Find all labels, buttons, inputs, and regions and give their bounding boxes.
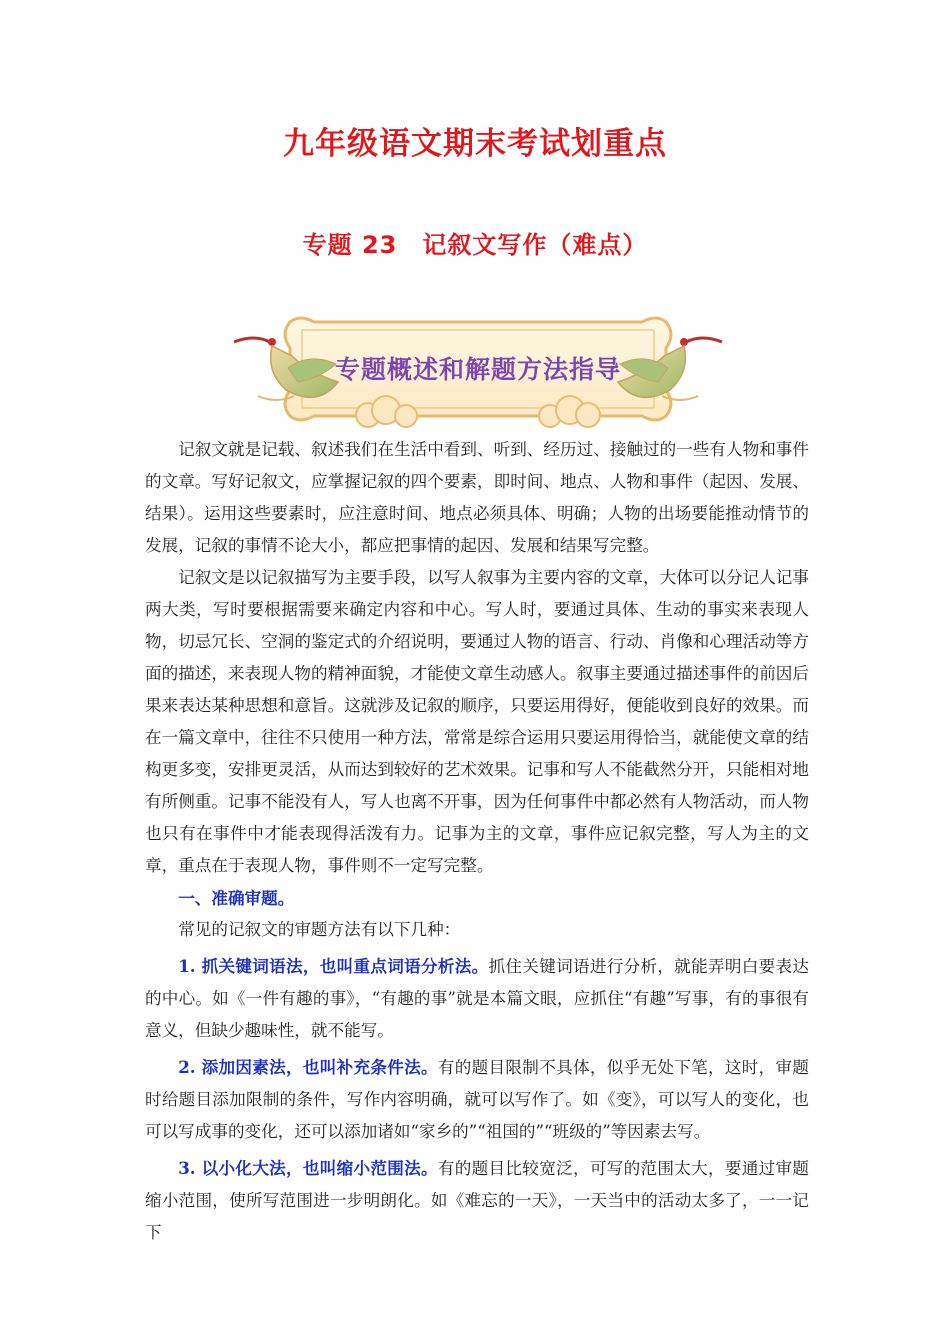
paragraph: 常见的记叙文的审题方法有以下几种： xyxy=(178,920,461,939)
method-label: 2. 添加因素法，也叫补充条件法。 xyxy=(178,1057,438,1077)
paragraph: 记叙文是以记叙描写为主要手段，以写人叙事为主要内容的文章，大体可以分记人记事两大类，写时要根据需要来确定内容和中心。写人时，要通过具体、生动的事实来表现人物，切忌冗长、空洞的鉴定式的介绍说明，要通过人物的语言、行动、肖像和心理活动等方面的描述，来表现人物的精神面貌，才能使文章生动感人。叙事主要通过描述事件的前因后果来表达某种思想和意旨。这就涉及记叙的顺序，只要运用得好，便能收到良好的效果。而在一篇文章中，往往不只使用一种方法，常常是综合运用只要运用得恰当，就能使文章的结构更多变，安排更灵活，从而达到较好的艺术效果。记事和写人不能截然分开，只能相对地有所侧重。记事不能没有人，写人也离不开事，因为任何事件中都必然有人物活动，而人物也只有在事件中才能表现得活泼有力。记事为主的文章，事件应记叙完整，写人为主的文章，重点在于表现人物，事件则不一定写完整。 xyxy=(145,568,809,875)
method-item xyxy=(145,1152,809,1249)
method-label: 1. 抓关键词语法，也叫重点词语分析法。 xyxy=(178,956,489,976)
method-item xyxy=(145,1051,809,1148)
page-title: 九年级语文期末考试划重点 xyxy=(283,126,667,162)
method-label: 3. 以小化大法，也叫缩小范围法。 xyxy=(178,1158,438,1178)
section-banner xyxy=(228,312,728,430)
topic-title: 专题 23 记叙文写作（难点） xyxy=(302,231,648,259)
method-text: 有的题目比较宽泛，可写的范围太大，要通过审题缩小范围，使所写范围进一步明朗化。如《难忘的一天》，一天当中的活动太多了，一一记下 xyxy=(145,1159,809,1242)
paragraph: 记叙文就是记载、叙述我们在生活中看到、听到、经历过、接触过的一些有人物和事件的文章。写好记叙文，应掌握记叙的四个要素，即时间、地点、人物和事件（起因、发展、结果）。运用这些要素时，应注意时间、地点必须具体、明确；人物的出场要能推动情节的发展，记叙的事情不论大小，都应把事情的起因、发展和结果写完整。 xyxy=(145,440,809,555)
method-text: 抓住关键词语进行分析，就能弄明白要表达的中心。如《一件有趣的事》，“有趣的事”就是本篇文眼，应抓住“有趣”写事，有的事很有意义，但缺少趣味性，就不能写。 xyxy=(145,957,809,1040)
method-text: 有的题目限制不具体，似乎无处下笔，这时，审题时给题目添加限制的条件，写作内容明确，就可以写作了。如《变》，可以写人的变化，也可以写成事的变化，还可以添加诸如“家乡的”“祖国的”“班级的”等因素去写。 xyxy=(145,1058,809,1141)
section-heading: 一、准确审题。 xyxy=(178,888,295,908)
method-item xyxy=(145,950,809,1047)
article-body xyxy=(145,434,809,1249)
banner-title: 专题概述和解题方法指导 xyxy=(334,355,621,384)
